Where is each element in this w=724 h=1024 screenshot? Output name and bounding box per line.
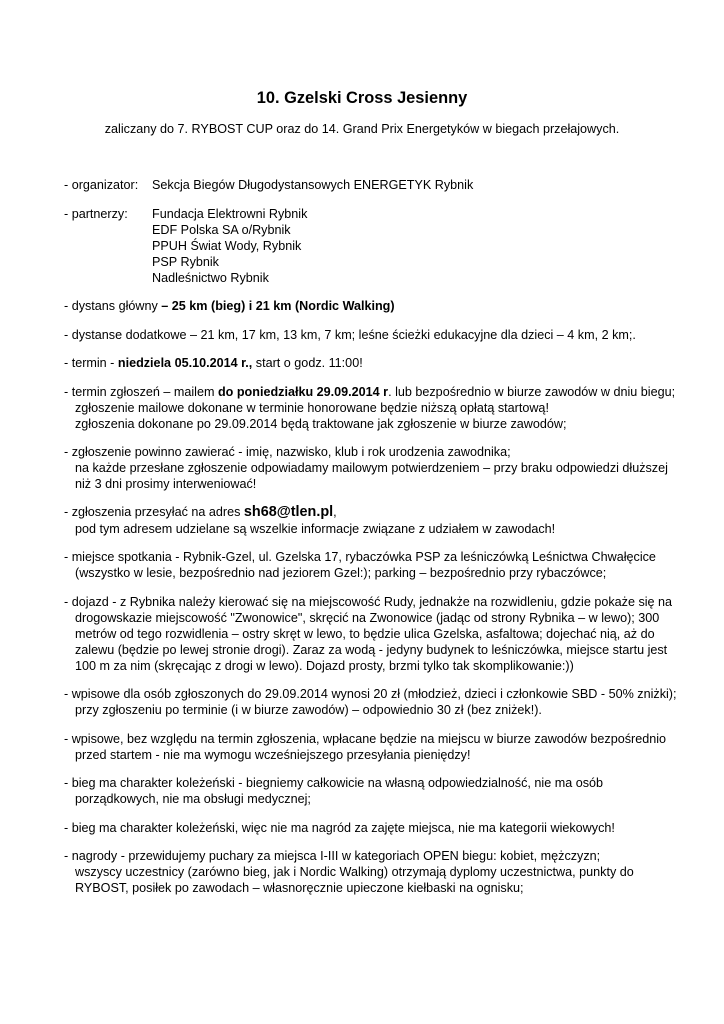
partner-item: PSP Rybnik: [152, 255, 219, 269]
email-suffix: ,: [333, 505, 337, 519]
email-address: sh68@tlen.pl: [243, 504, 334, 520]
meeting-place-line: (wszystko w lesie, bezpośrednio nad jeziorem Gzel:); parking – bezpośrednio przy rybaczówce;: [75, 566, 607, 580]
directions-line: 100 m za nim (skręcając z drogi w lewo). Dojazd prosty, brzmi tylko tak skomplikowanie:)): [75, 659, 574, 673]
registration-deadline-line: zgłoszenie mailowe dokonane w terminie honorowane będzie niższą opłatą startową!: [75, 401, 549, 415]
event-date: [64, 355, 363, 371]
registration-deadline: [64, 384, 675, 400]
partner-item: Nadleśnictwo Rybnik: [152, 271, 269, 285]
partner-item: Fundacja Elektrowni Rybnik: [152, 207, 308, 221]
event-date-value: niedziela 05.10.2014 r.,: [117, 356, 253, 370]
organizer-value: Sekcja Biegów Długodystansowych ENERGETYK Rybnik: [152, 178, 474, 192]
main-distance: [64, 298, 395, 314]
registration-deadline-suffix: . lub bezpośrednio w biurze zawodów w dniu biegu;: [388, 385, 676, 399]
event-date-suffix: start o godz. 11:00!: [252, 356, 363, 370]
email-info: [64, 504, 337, 520]
no-prizes-line: - bieg ma charakter koleżeński, więc nie ma nagród za zajęte miejsca, nie ma kategorii wiekowych!: [64, 821, 615, 835]
registration-deadline-prefix: - termin zgłoszeń – mailem: [64, 385, 218, 399]
main-distance-value: – 25 km (bieg) i 21 km (Nordic Walking): [157, 299, 395, 313]
directions-line: drogowskazie miejscowość "Zwonowice", skręcić na Zwonowice (jadąc od strony Rybnika – w lewo); 300: [75, 611, 660, 625]
registration-deadline-date: do poniedziałku 29.09.2014 r: [217, 385, 389, 399]
partner-item: EDF Polska SA o/Rybnik: [152, 223, 291, 237]
directions-line: - dojazd - z Rybnika należy kierować się na miejscowość Rudy, jednakże na rozwidleniu, gdzie pokaże się na: [64, 595, 673, 609]
email-info-line: pod tym adresem udzielane są wszelkie informacje związane z udziałem w zawodach!: [75, 522, 556, 536]
prizes-line: RYBOST, posiłek po zawodach – własnoręcznie upieczone kiełbaski na ognisku;: [75, 881, 524, 895]
fee-line: - wpisowe dla osób zgłoszonych do 29.09.2014 wynosi 20 zł (młodzież, dzieci i członkowie SBD - 50% zniżki);: [64, 687, 677, 701]
registration-info-line: - zgłoszenie powinno zawierać - imię, nazwisko, klub i rok urodzenia zawodnika;: [64, 445, 511, 459]
prizes-line: - nagrody - przewidujemy puchary za miejsca I-III w kategoriach OPEN biegu: kobiet, mężczyzn;: [64, 849, 601, 863]
registration-deadline-line: zgłoszenia dokonane po 29.09.2014 będą traktowane jak zgłoszenie w biurze zawodów;: [75, 417, 567, 431]
registration-info-line: na każde przesłane zgłoszenie odpowiadamy mailowym potwierdzeniem – przy braku odpowiedzi dłuższej: [75, 461, 668, 475]
main-distance-prefix: - dystans główny: [64, 299, 158, 313]
friendly-character-line: porządkowych, nie ma obsługi medycznej;: [75, 792, 311, 806]
prizes-line: wszyscy uczestnicy (zarówno bieg, jak i Nordic Walking) otrzymają dyplomy uczestnictwa, punkty do: [75, 865, 634, 879]
document-title: 10. Gzelski Cross Jesienny: [256, 89, 468, 107]
directions-line: zalewu (będzie po lewej stronie drogi). Zaraz za wodą - jedyny budynek to leśniczówka, miejsce startu jest: [75, 643, 668, 657]
fee-payment-line: - wpisowe, bez względu na termin zgłoszenia, wpłacane będzie na miejscu w biurze zawodów bezpośrednio: [64, 732, 667, 746]
friendly-character-line: - bieg ma charakter koleżeński - biegniemy całkowicie na własną odpowiedzialność, nie ma osób: [64, 776, 604, 790]
registration-info-line: niż 3 dni prosimy interweniować!: [75, 477, 257, 491]
organizer-label: - organizator:: [64, 178, 139, 192]
email-prefix: - zgłoszenia przesyłać na adres: [64, 505, 244, 519]
fee-line: przy zgłoszeniu po terminie (i w biurze zawodów) – odpowiednio 30 zł (bez zniżek!).: [75, 703, 542, 717]
document-subtitle: zaliczany do 7. RYBOST CUP oraz do 14. Grand Prix Energetyków w biegach przełajowych.: [104, 122, 620, 136]
fee-payment-line: przed startem - nie ma wymogu wcześniejszego przesyłania pieniędzy!: [75, 748, 471, 762]
partner-item: PPUH Świat Wody, Rybnik: [152, 239, 302, 253]
event-date-prefix: - termin -: [64, 356, 118, 370]
meeting-place-line: - miejsce spotkania - Rybnik-Gzel, ul. Gzelska 17, rybaczówka PSP za leśniczówką Leśnictwa Chwałęcice: [64, 550, 656, 564]
partners-label: - partnerzy:: [64, 207, 128, 221]
extra-distances: - dystanse dodatkowe – 21 km, 17 km, 13 km, 7 km; leśne ścieżki edukacyjne dla dzieci – 4 km, 2 km;.: [64, 328, 636, 342]
directions-line: metrów od tego rozwidlenia – ostry skręt w lewo, to będzie ulica Gzelska, asfaltowa; dojechać nią, aż do: [75, 627, 655, 641]
